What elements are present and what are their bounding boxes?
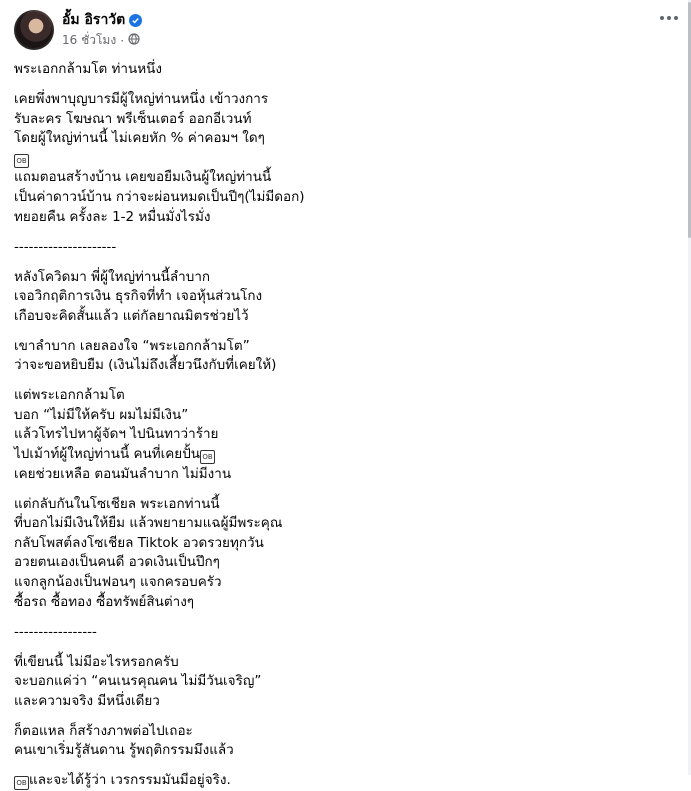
post-line: แจกลูกน้องเป็นฟอนๆ แจกครอบครัว: [14, 574, 222, 590]
post-line: แถมตอนสร้างบ้าน เคยขอยืมเงินผู้ใหญ่ท่านนี้: [14, 169, 272, 186]
emoji-icon: OB: [14, 776, 29, 790]
paragraph-gap: [14, 257, 574, 267]
paragraph-gap: [14, 80, 574, 90]
paragraph-gap: [14, 484, 574, 494]
post-body: [14, 60, 574, 791]
post-line: หลังโควิดมา พี่ผู้ใหญ่ท่านนี้ลำบาก: [14, 268, 211, 285]
post-line: แต่พระเอกกล้ามโต: [14, 387, 125, 404]
post-line: เคยช่วยเหลือ ตอนมันลำบาก ไม่มีงาน: [14, 465, 232, 482]
post-line: แล้วโทรไปหาผู้จัดฯ ไปนินทาว่าร้าย: [14, 426, 219, 443]
post-line: โดยผู้ใหญ่ท่านนี้ ไม่เคยหัก % ค่าคอมฯ ใดๆ: [14, 130, 265, 147]
post-line: รับละคร โฆษณา พรีเซ็นเตอร์ ออกอีเวนท์: [14, 110, 252, 127]
post-line: บอก “ไม่มีให้ครับ ผมไม่มีเงิน”: [14, 406, 189, 423]
emoji-icon: OB: [14, 154, 29, 168]
paragraph-gap: [14, 711, 574, 721]
paragraph-gap: [14, 326, 574, 336]
paragraph-gap: [14, 376, 574, 386]
post-line: ที่เขียนนี้ ไม่มีอะไรหรอกครับ: [14, 653, 179, 670]
more-options-icon[interactable]: [660, 16, 678, 20]
post-line: เจอวิกฤติการเงิน ธุรกิจที่ทำ เจอหุ้นส่วนโกง: [14, 288, 263, 305]
post-time[interactable]: 16 ชั่วโมง: [62, 33, 117, 47]
post-line: แต่กลับกันในโซเชียล พระเอกท่านนี้: [14, 495, 220, 512]
post-meta: [62, 31, 140, 50]
paragraph-gap: [14, 761, 574, 771]
post-line: ซื้อรถ ซื้อทอง ซื้อทรัพย์สินต่างๆ: [14, 593, 195, 610]
post-line: เกือบจะคิดสั้นแล้ว แต่กัลยาณมิตรช่วยไว้: [14, 307, 249, 324]
globe-icon[interactable]: [128, 33, 140, 48]
paragraph-gap: [14, 642, 574, 652]
post-line: อวยตนเองเป็นคนดี อวดเงินเป็นปึกๆ: [14, 554, 220, 571]
post-line: ที่บอกไม่มีเงินให้ยืม แล้วพยายามแฉผู้มีพระคุณ: [14, 515, 283, 532]
paragraph-gap: [14, 227, 574, 237]
post-line: เป็นค่าดาวน์บ้าน กว่าจะผ่อนหมดเป็นปีๆ(ไม่มีดอก): [14, 188, 305, 205]
post-line: และความจริง มีหนึ่งเดียว: [14, 692, 160, 709]
post-line: OB และจะได้รู้ว่า เวรกรรมมันมีอยู่จริง.: [14, 771, 574, 791]
post-line: -----------------: [14, 623, 97, 640]
post-line: ก็ตอแหล ก็สร้างภาพต่อไปเถอะ: [14, 722, 193, 739]
post-line: ---------------------: [14, 238, 117, 255]
post-line: เคยพึ่งพาบุญบารมีผู้ใหญ่ท่านหนึ่ง เข้าวงการ: [14, 90, 269, 107]
post-line: กลับโพสต์ลงโซเชียล Tiktok อวดรวยทุกวัน: [14, 534, 264, 551]
verified-badge-icon: [129, 14, 142, 27]
author-avatar[interactable]: [14, 10, 54, 50]
author-name[interactable]: อั้ม อิราวัต: [62, 12, 126, 28]
post-line: พระเอกกล้ามโต ท่านหนึ่ง: [14, 61, 162, 77]
post-line: คนเขาเริ่มรู้สันดาน รู้พฤติกรรมมึงแล้ว: [14, 742, 234, 759]
emoji-icon: OB: [200, 450, 215, 464]
post-line: ทยอยคืน ครั้งละ 1-2 หมื่นมั่งไรมั่ง: [14, 208, 211, 225]
post-line: ไปเม้าท์ผู้ใหญ่ท่านนี้ คนที่เคยปั้น OB: [14, 445, 574, 465]
author-row: [62, 9, 142, 31]
paragraph-gap: [14, 612, 574, 622]
post-line: [14, 149, 574, 169]
meta-separator: ·: [120, 33, 125, 48]
post-line: ว่าจะขอหยิบยืม (เงินไม่ถึงเสี้ยวนึงกับที่เคยให้): [14, 357, 277, 374]
post-line: จะบอกแค่ว่า “คนเนรคุณคน ไม่มีวันเจริญ”: [14, 673, 262, 690]
post-line: เขาลำบาก เลยลองใจ “พระเอกกล้ามโต”: [14, 337, 250, 354]
